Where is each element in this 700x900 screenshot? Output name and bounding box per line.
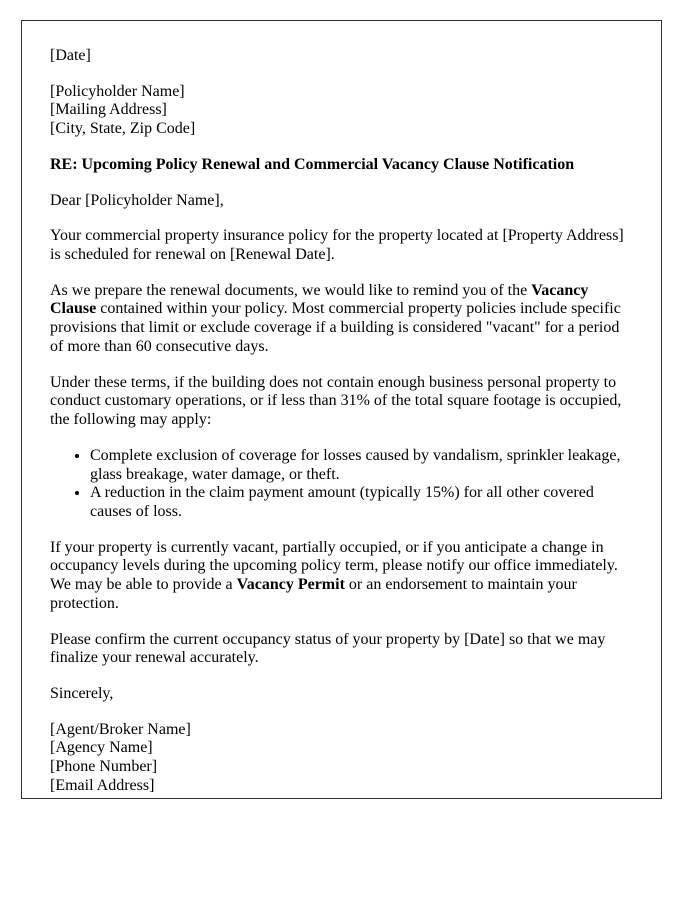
paragraph-vacancy-clause xyxy=(50,282,633,357)
salutation: Dear [Policyholder Name], xyxy=(50,191,224,209)
paragraph-terms: Under these terms, if the building does not contain enough business personal property to conduct customary operations, or if less than 31% of the total square footage is occupied, the following may apply: xyxy=(50,373,622,429)
consequences-list xyxy=(50,447,633,522)
signature-phone: [Phone Number] xyxy=(50,758,158,776)
signature-agency-name: [Agency Name] xyxy=(50,739,153,757)
paragraph-notify-office xyxy=(50,539,633,614)
vacancy-clause-term: Vacancy Clause xyxy=(50,281,589,318)
signature-block xyxy=(50,721,633,796)
recipient-address: [Mailing Address] xyxy=(50,101,167,119)
closing: Sincerely, xyxy=(50,684,114,702)
signature-email: [Email Address] xyxy=(50,776,155,794)
paragraph-text: or an endorsement to maintain your protection. xyxy=(50,576,577,612)
date-line: [Date] xyxy=(50,47,91,64)
paragraph-text: If your property is currently vacant, partially occupied, or if you anticipate a change in occupancy levels during the upcoming policy term, please notify our office immediately. We may be able to provide a xyxy=(50,538,618,594)
signature-agent-name: [Agent/Broker Name] xyxy=(50,720,191,738)
subject-line: RE: Upcoming Policy Renewal and Commercial Vacancy Clause Notification xyxy=(50,155,575,173)
paragraph-text: As we prepare the renewal documents, we would like to remind you of the xyxy=(50,281,532,299)
recipient-city-state-zip: [City, State, Zip Code] xyxy=(50,120,196,138)
paragraph-text: contained within your policy. Most commercial property policies include specific provisions that limit or exclude coverage if a building is considered "vacant" for a period of more than 60 consecutive days. xyxy=(50,300,621,355)
paragraph-confirm-occupancy: Please confirm the current occupancy status of your property by [Date] so that we may finalize your renewal accurately. xyxy=(50,630,606,667)
letter-frame xyxy=(21,20,662,799)
list-item: • A reduction in the claim payment amount (typically 15%) for all other covered causes of loss. xyxy=(90,484,633,521)
list-item: • Complete exclusion of coverage for losses caused by vandalism, sprinkler leakage, glass breakage, water damage, or theft. xyxy=(90,447,633,484)
recipient-block xyxy=(50,83,633,139)
vacancy-permit-term: Vacancy Permit xyxy=(236,576,345,594)
paragraph-renewal-notice: Your commercial property insurance policy for the property located at [Property Address] is scheduled for renewal on [Renewal Date]. xyxy=(50,227,624,264)
recipient-name: [Policyholder Name] xyxy=(50,82,185,100)
